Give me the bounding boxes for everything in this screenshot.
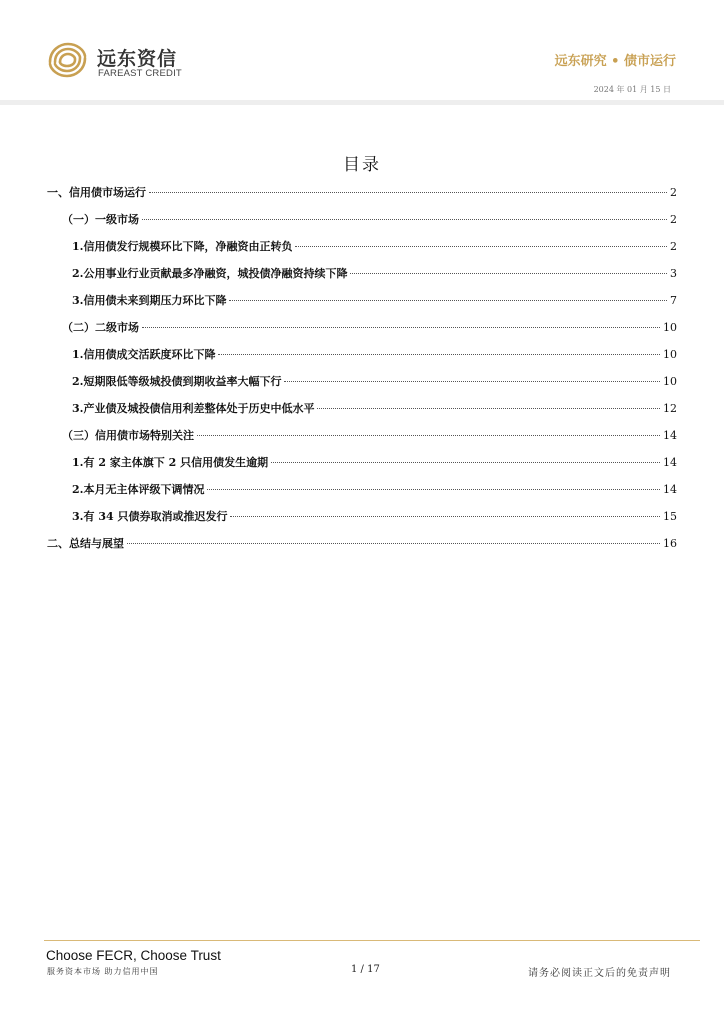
toc-entry-label: 3.有 34 只债券取消或推迟发行: [72, 510, 228, 523]
brand-name-en: FAREAST CREDIT: [98, 68, 182, 79]
toc-entry-label: （一）一级市场: [62, 213, 139, 226]
toc-entry-page: 14: [663, 456, 677, 469]
toc-entry-page: 7: [670, 294, 677, 307]
toc-entry-level3[interactable]: [72, 292, 677, 314]
toc-entry-label: 二、总结与展望: [47, 537, 124, 550]
toc-leader-dots: [295, 246, 667, 247]
toc-entry-page: 2: [670, 240, 677, 253]
toc-entry-label: 1.信用债成交活跃度环比下降: [72, 348, 216, 361]
toc-entry-level3[interactable]: [72, 481, 677, 503]
toc-leader-dots: [284, 381, 660, 382]
report-date: 2024 年 01 月 15 日: [593, 85, 671, 94]
toc-entry-level3[interactable]: [72, 346, 677, 368]
toc-leader-dots: [197, 435, 660, 436]
toc-entry-page: 10: [663, 375, 677, 388]
toc-entry-page: 12: [663, 402, 677, 415]
report-section-title: 远东研究 • 债市运行: [554, 54, 676, 69]
footer-disclaimer: 请务必阅读正文后的免责声明: [528, 968, 671, 979]
toc-entry-label: 3.信用债未来到期压力环比下降: [72, 294, 227, 307]
footer-slogan-sub: 服务资本市场 助力信用中国: [47, 967, 159, 976]
toc-entry-page: 14: [663, 429, 677, 442]
toc-entry-level3[interactable]: [72, 508, 677, 530]
toc-entry-label: 3.产业债及城投债信用利差整体处于历史中低水平: [72, 402, 315, 415]
toc-entry-label: 一、信用债市场运行: [47, 186, 146, 199]
toc-entry-level3[interactable]: [72, 454, 677, 476]
toc-entry-level3[interactable]: [72, 265, 677, 287]
toc-entry-level3[interactable]: [72, 373, 677, 395]
brand-name-cn: 远东资信: [97, 48, 178, 70]
toc-leader-dots: [230, 516, 660, 517]
toc-entry-label: 2.公用事业行业贡献最多净融资，城投债净融资持续下降: [72, 267, 348, 280]
toc-leader-dots: [207, 489, 660, 490]
toc-leader-dots: [317, 408, 660, 409]
footer-slogan: Choose FECR, Choose Trust: [46, 948, 221, 963]
toc-entry-level2[interactable]: [62, 319, 677, 341]
toc-entry-page: 3: [670, 267, 677, 280]
fareast-credit-logo-icon: [44, 40, 90, 80]
toc-entry-page: 2: [670, 213, 677, 226]
toc-leader-dots: [229, 300, 667, 301]
toc-entry-page: 14: [663, 483, 677, 496]
toc-leader-dots: [271, 462, 660, 463]
toc-title: 目录: [343, 155, 381, 175]
page-header: [0, 0, 724, 104]
toc-leader-dots: [350, 273, 667, 274]
toc-entry-label: （二）二级市场: [62, 321, 139, 334]
toc-entry-level1[interactable]: [47, 535, 677, 557]
toc-entry-page: 16: [663, 537, 677, 550]
toc-entry-level2[interactable]: [62, 427, 677, 449]
footer-divider: [44, 940, 700, 941]
toc-entry-page: 10: [663, 348, 677, 361]
header-divider: [0, 100, 724, 105]
toc-entry-page: 10: [663, 321, 677, 334]
toc-entry-level1[interactable]: [47, 184, 677, 206]
toc-entry-label: （三）信用债市场特别关注: [62, 429, 194, 442]
toc-leader-dots: [218, 354, 660, 355]
toc-entry-label: 2.本月无主体评级下调情况: [72, 483, 205, 496]
toc-entry-label: 2.短期限低等级城投债到期收益率大幅下行: [72, 375, 282, 388]
toc-entry-label: 1.信用债发行规模环比下降，净融资由正转负: [72, 240, 293, 253]
toc-leader-dots: [142, 219, 667, 220]
toc-leader-dots: [142, 327, 660, 328]
toc-entry-level3[interactable]: [72, 400, 677, 422]
toc-entry-page: 2: [670, 186, 677, 199]
page-indicator: 1 / 17: [351, 964, 380, 975]
toc-entry-page: 15: [663, 510, 677, 523]
toc-entry-level2[interactable]: [62, 211, 677, 233]
toc-leader-dots: [127, 543, 660, 544]
toc-entry-level3[interactable]: [72, 238, 677, 260]
toc-entry-label: 1.有 2 家主体旗下 2 只信用债发生逾期: [72, 456, 269, 469]
toc-leader-dots: [149, 192, 667, 193]
